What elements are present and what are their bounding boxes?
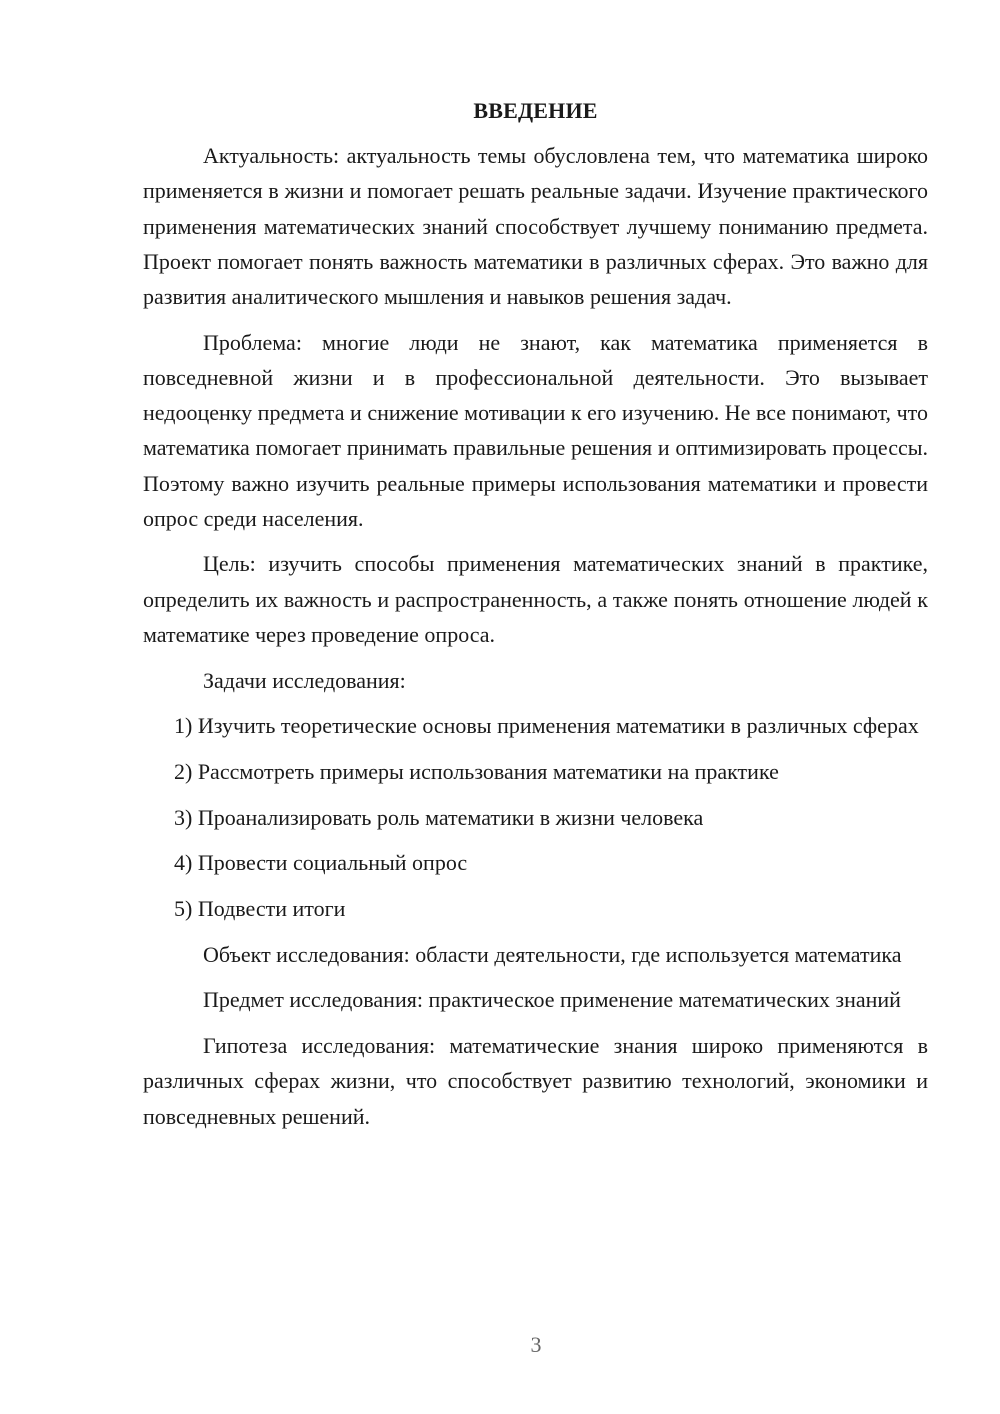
paragraph-relevance: Актуальность: актуальность темы обусловлена тем, что математика широко применяется в жизни и помогает решать реальные задачи. Изучение практического применения математических знаний способствует лучшему пониманию предмета. Проект помогает понять важность математики в различных сферах. Это важно для развития аналитического мышления и навыков решения задач. [143, 143, 928, 310]
task-item-1: 1) Изучить теоретические основы применения математики в различных сферах [174, 713, 919, 739]
paragraph-tasks-heading: Задачи исследования: [203, 667, 406, 693]
page-number: 3 [530, 1332, 542, 1357]
task-item-5: 5) Подвести итоги [174, 896, 346, 922]
paragraph-object: Объект исследования: области деятельности, где используется математика [203, 941, 902, 967]
section-title: ВВЕДЕНИЕ [473, 98, 598, 123]
task-item-4: 4) Провести социальный опрос [174, 850, 468, 876]
document-page [143, 93, 928, 1144]
paragraph-hypothesis: Гипотеза исследования: математические знания широко применяются в различных сферах жизни, что способствует развитию технологий, экономики и повседневных решений. [143, 1033, 928, 1129]
paragraph-subject: Предмет исследования: практическое применение математических знаний [203, 987, 901, 1013]
task-item-2: 2) Рассмотреть примеры использования математики на практике [174, 758, 779, 784]
paragraph-problem: Проблема: многие люди не знают, как математика применяется в повседневной жизни и в профессиональной деятельности. Это вызывает недооценку предмета и снижение мотивации к его изучению. Не все понимают, что математика помогает принимать правильные решения и оптимизировать процессы. Поэтому важно изучить реальные примеры использования математики и провести опрос среди населения. [143, 329, 928, 531]
task-item-3: 3) Проанализировать роль математики в жизни человека [174, 804, 704, 830]
paragraph-goal: Цель: изучить способы применения математических знаний в практике, определить их важность и распространенность, а также понять отношение людей к математике через проведение опроса. [143, 551, 928, 647]
